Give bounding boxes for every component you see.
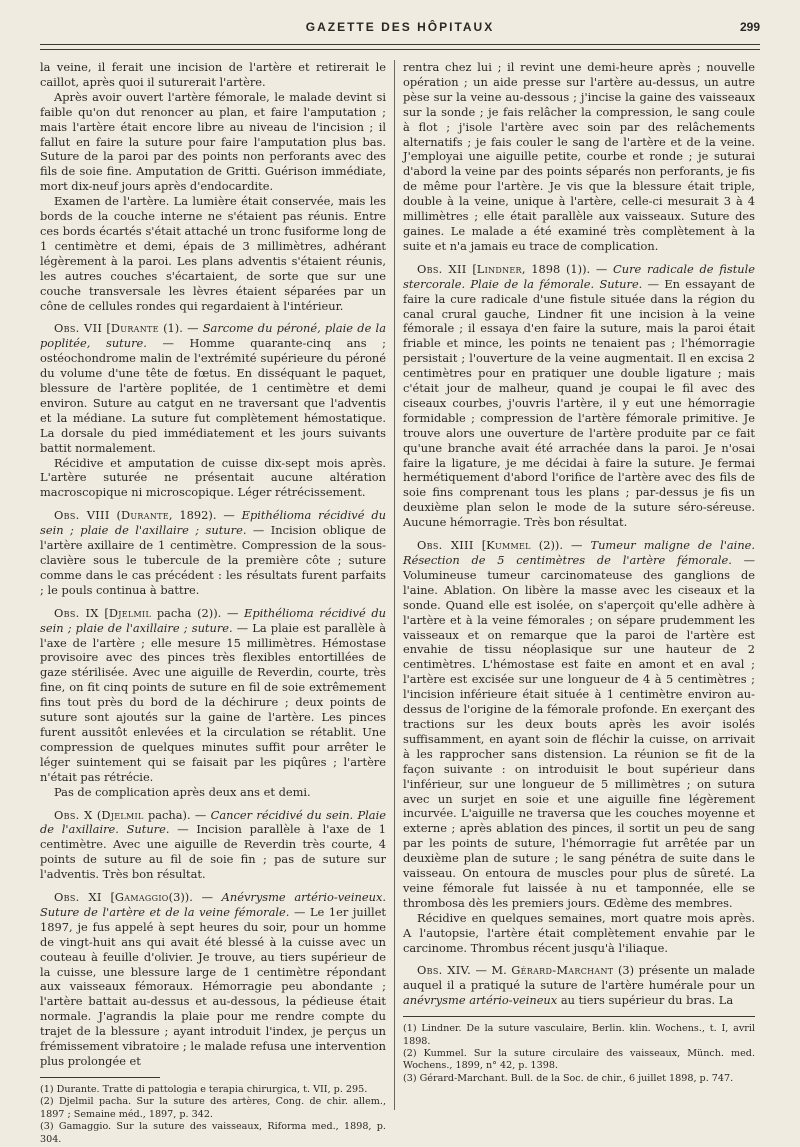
footnote: (3) Gérard-Marchant. Bull. de la Soc. de chir., 6 juillet 1898, p. 747. [403, 1072, 734, 1084]
obs-ref: (2)). [538, 538, 563, 553]
obs-label: Obs. XII [417, 261, 467, 276]
paragraph: Récidive en quelques semaines, mort quatre mois après. A l'autopsie, l'artère était complètement envahie par le carcinome. Thrombus récent jusqu'à l'iliaque. [403, 910, 755, 955]
footnote: (1) Durante. Tratte di pattologia e terapia chirurgica, t. VII, p. 295. [40, 1083, 368, 1095]
obs-author-prefix: — M. [475, 963, 507, 978]
obs-label: Obs. XI [54, 890, 102, 905]
obs-text: — La plaie est parallèle à l'axe de l'artère ; elle mesure 15 millimètres. Hémostase provisoire avec des pinces très flexibles entortillées de gaze stérilisée. Avec une aiguille de Reverdin, courte, très fine, on fit cinq points de suture en fil de soie extrêmement fins tout près du bord de la déchirure ; deux points de suture sont ajoutés sur la gaine de l'artère. Les pinces furent aussitôt enlevées et la circulation se rétablit. Une compression de quelques minutes suffit pour arrêter le léger suintement qui se faisait par les piqûres ; l'artère n'était pas rétrécie. [40, 620, 386, 784]
obs-text-end: au tiers supérieur du bras. La [560, 993, 734, 1008]
observation-9: Obs. IX [Djelmil pacha (2)). — Epithélioma récidivé du sein ; plaie de l'axillaire ; suture. — La plaie est parallèle à l'axe de l'artère ; elle mesure 15 millimètres. Hémostase provisoire avec des pinces très flexibles entortillées de gaze stérilisée. Avec une aiguille de Reverdin, courte, très fine, on fit cinq points de suture en fil de soie extrêmement fins tout près du bord de la déchirure ; deux points de suture sont ajoutés sur la gaine de l'artère. Les pinces furent aussitôt enlevées et la circulation se rétablit. Une compression de quelques minutes suffit pour arrêter le léger suintement qui se faisait par les piqûres ; l'artère n'était pas rétrécie. [40, 605, 387, 784]
right-column [403, 60, 755, 1085]
obs-text: — Volumineuse tumeur carcinomateuse des ganglions de l'aine. Ablation. On libère la masse avec les ciseaux et la sonde. Quand elle est isolée, on s'aperçoit qu'elle adhère à l'artère et à la veine fémorales ; on sépare prudemment les vaisseaux et on remarque que la paroi de l'artère est envahie de tissu néoplasique sur une hauteur de 2 centimètres. L'hémostase est faite en amont et en aval ; l'artère est excisée sur une longueur de 4 à 5 centimètres ; l'incision inférieure était située à 1 centimètre environ au-dessus de l'origine de la fémorale profonde. En exerçant des tractions sur les deux bouts après les avoir isolés suffisamment, en ayant soin de fléchir la cuisse, on arrivait à les rapprocher sans distension. La réunion se fit de la façon suivante : on introduisit le bout supérieur dans l'inférieur, sur une longueur de 5 millimètres ; on sutura avec un surjet en soie et une aiguille fine légèrement incurvée. L'aiguille ne traversa que les couches moyenne et externe ; après ablation des pinces, il sortit un peu de sang par les points de suture, l'hémorragie fut arrêtée par un deuxième plan de suture ; le sang pénétra de suite dans le vaisseau. On entoura de muscles pour plus de sûreté. La veine fémorale fut laissée à nu et tamponnée, elle se thrombosa dès les premiers jours. Œdème des membres. [403, 553, 756, 910]
page-number: 299 [739, 20, 760, 34]
obs-title: — Epithélioma récidivé du sein ; plaie de l'axillaire ; suture. [40, 605, 387, 635]
obs-author: Kummel [486, 538, 531, 553]
obs-author: Lindner [476, 261, 522, 276]
footnote-rule [403, 1016, 755, 1017]
obs-title: — Cure radicale de fistule stercorale. Plaie de la fémorale. Suture. [403, 261, 756, 291]
obs-author: Durante [110, 321, 159, 336]
obs-author: Gérard-Marchant [511, 963, 614, 978]
paragraph: Examen de l'artère. La lumière était conservée, mais les bords de la couche interne ne s'étaient pas réunis. Entre ces bords écartés s'était attaché un tronc fusiforme long de 1 centimètre et demi, épais de 3 millimètres, adhérant légèrement à la paroi. Les plans adventis s'étaient réunis, les autres couches s'écartaient, de sorte que sur une couche transversale les lèvres étaient séparées par un cône de cellules rondes qui regardaient à l'intérieur. [40, 194, 386, 313]
column-divider [394, 60, 395, 1110]
running-header [40, 18, 760, 40]
observation-12: Obs. XII [Lindner, 1898 (1)). — Cure radicale de fistule stercorale. Plaie de la fémorale. Suture. — En essayant de faire la cure radicale d'une fistule située dans la région du canal crural gauche, Lindner fit une incision à la veine fémorale ; il essaya d'en faire la suture, mais la paroi était friable et mince, les points ne tenaient pas ; l'hémorragie persistait ; l'ouverture de la veine augmentait. Il en excisa 2 centimètres pour en pratiquer une double ligature ; mais c'était jour de malheur, quand je coupai le fil avec des ciseaux courbes, j'ouvris l'artère, il y eut une hémorragie formidable ; compression de l'artère fémorale primitive. Je trouve alors une ouverture de l'artère produite par ce fait qu'une branche avait été arrachée dans la paroi. Je n'osai faire la ligature, je me décidai à faire la suture. Je fermai hermétiquement d'abord l'orifice de l'artère avec des fils de soie fins comprenant tous les plans ; par-dessus je fis un deuxième plan selon le mode de la suture séro-séreuse. Aucune hémorragie. Très bon résultat. [403, 261, 756, 530]
obs-label: Obs. XIII [417, 538, 474, 553]
obs-ref: pacha (2)). [156, 605, 222, 620]
footnote: (1) Lindner. De la suture vasculaire, Berlin. klin. Wochens., t. I, avril 1898. [403, 1023, 755, 1047]
paragraph: Pas de complication après deux ans et demi. [54, 784, 311, 799]
observation-14 [403, 963, 755, 1008]
obs-label: Obs. VIII [54, 508, 110, 523]
left-column [40, 60, 386, 1146]
obs-italic: anévrysme artério-veineux [403, 993, 558, 1008]
obs-text: — Incision oblique de l'artère axillaire de 1 centimètre. Compression de la sous-clavière sous le tubercule de la première côte ; suture comme dans le cas précédent : les résultats furent parfaits ; le pouls continua à battre. [40, 523, 386, 597]
paragraph: Après avoir ouvert l'artère fémorale, le malade devint si faible qu'on dut renoncer au plan, et faire l'amputation ; mais l'artère était encore libre au niveau de l'incision ; il fallut en faire la suture pour faire l'amputation plus bas. Suture de la paroi par des points non perforants avec des fils de soie fine. Amputation de Gritti. Guérison immédiate, mort dix-neuf jours après d'endocardite. [40, 89, 386, 194]
obs-title: — Tumeur maligne de l'aine. Résection de 5 centimètres de l'artère fémorale. [403, 538, 756, 567]
footnote: (3) Gamaggio. Sur la suture des vaisseaux, Riforma med., 1898, p. 304. [40, 1121, 386, 1145]
obs-label: Obs. VII [54, 321, 103, 336]
observation-10: Obs. X (Djelmil pacha). — Cancer récidivé du sein. Plaie de l'axillaire. Suture. — Incision parallèle à l'axe de 1 centimètre. Avec une aiguille de Reverdin très courte, 4 points de suture au fil de soie fin ; pas de suture sur l'adventis. Très bon résultat. [40, 807, 387, 882]
obs-author: Gamaggio [114, 890, 169, 905]
obs-ref: (1). [163, 321, 183, 336]
obs-ref: , 1898 (1)). [521, 261, 591, 276]
obs-title: — Sarcome du péroné, plaie de la poplitée, suture. [40, 321, 386, 351]
paragraph: la veine, il ferait une incision de l'artère et retirerait le caillot, après quoi il suturerait l'artère. [40, 60, 386, 89]
paragraph: rentra chez lui ; il revint une demi-heure après ; nouvelle opération ; un aide presse sur l'artère au-dessus, un autre pèse sur la veine au-dessous ; j'incise la gaine des vaisseaux sur la sonde ; je fais relâcher la compression, le sang coule à flot ; j'isole l'artère avec soin par des relâchements alternatifs ; je fais couler le sang de l'artère et de la veine. J'employai une aiguille petite, courbe et ronde ; je suturai d'abord la veine par des points séparés non perforants, je fis de même pour l'artère. Je vis que la blessure était triple, double à la veine, unique à l'artère, celle-ci mesurait 3 à 4 millimètres ; elle était parallèle aux vaisseaux. Suture des gaines. Le malade a été examiné très complètement à la suite et n'a jamais eu trace de complication. [403, 60, 755, 253]
obs-ref: , 1892). [168, 508, 217, 523]
obs-text: — Incision parallèle à l'axe de 1 centimètre. Avec une aiguille de Reverdin très courte, 4 points de suture au fil de soie fin ; pas de suture sur l'adventis. Très bon résultat. [40, 822, 387, 882]
obs-ref: (3)). [168, 890, 193, 905]
obs-text: — Le 1er juillet 1897, je fus appelé à sept heures du soir, pour un homme de vingt-huit ans qui avait été blessé à la cuisse avec un couteau à feuille d'olivier. Je trouve, au tiers supérieur de la cuisse, une blessure large de 1 centimètre répondant aux vaisseaux fémoraux. Hémorragie peu abondante ; l'artère battait au-dessus et au-dessous, la pédieuse était normale. J'agrandis la plaie pour me rendre compte du trajet de la blessure ; ayant introduit l'index, je perçus un frémissement vibratoire ; le malade refusa une intervention plus prolongée et [40, 904, 387, 1068]
header-rule-thin [40, 49, 760, 50]
header-rule [40, 44, 760, 45]
observation-8: Obs. VIII (Durante, 1892). — Epithélioma récidivé du sein ; plaie de l'axillaire ; suture. — Incision oblique de l'artère axillaire de 1 centimètre. Compression de la sous-clavière sous le tubercule de la première côte ; suture comme dans le cas précédent : les résultats furent parfaits ; le pouls continua à battre. [40, 508, 386, 597]
observation-7: Obs. VII [Durante (1). — Sarcome du péroné, plaie de la poplitée, suture. — Homme quarante-cinq ans ; ostéochondrome malin de l'extrémité supérieure du péroné du volume d'une tête de fœtus. En disséquant le paquet, blessure de l'artère poplitée, de 1 centimètre et demi environ. Suture au catgut en ne traversant que l'adventis et la médiane. La suture fut complètement hémostatique. La dorsale du pied immédiatement et les jours suivants battit normalement. [40, 321, 386, 455]
footnote: (2) Djelmil pacha. Sur la suture des artères, Cong. de chir. allem., 1897 ; Semaine méd., 1897, p. 342. [40, 1096, 386, 1120]
obs-author: Durante [120, 508, 169, 523]
observation-11: Obs. XI [Gamaggio(3)). — Anévrysme artério-veineux. Suture de l'artère et de la veine fémorale. — Le 1er juillet 1897, je fus appelé à sept heures du soir, pour un homme de vingt-huit ans qui avait été blessé à la cuisse avec un couteau à feuille d'olivier. Je trouve, au tiers supérieur de la cuisse, une blessure large de 1 centimètre répondant aux vaisseaux fémoraux. Hémorragie peu abondante ; l'artère battait au-dessus et au-dessous, la pédieuse était normale. J'agrandis la plaie pour me rendre compte du trajet de la blessure ; ayant introduit l'index, je perçus un frémissement vibratoire ; le malade refusa une intervention plus prolongée et [40, 890, 387, 1068]
obs-title: — Epithélioma récidivé du sein ; plaie de l'axillaire ; suture. [40, 508, 386, 538]
paragraph: Récidive et amputation de cuisse dix-sept mois après. L'artère suturée ne présentait aucune altération macroscopique ni microscopique. Léger rétrécissement. [40, 455, 386, 500]
obs-ref: pacha). [147, 807, 191, 822]
obs-title: — Anévrysme artério-veineux. Suture de l'artère et de la veine fémorale. [40, 890, 386, 919]
observation-13: Obs. XIII [Kummel (2)). — Tumeur maligne de l'aine. Résection de 5 centimètres de l'artère fémorale. — Volumineuse tumeur carcinomateuse des ganglions de l'aine. Ablation. On libère la masse avec les ciseaux et la sonde. Quand elle est isolée, on s'aperçoit qu'elle adhère à l'artère et à la veine fémorales ; on sépare prudemment les vaisseaux et on remarque que la paroi de l'artère est envahie de tissu néoplasique sur une hauteur de 2 centimètres. L'hémostase est faite en amont et en aval ; l'artère est excisée sur une longueur de 4 à 5 centimètres ; l'incision inférieure était située à 1 centimètre environ au-dessus de l'origine de la fémorale profonde. En exerçant des tractions sur les deux bouts après les avoir isolés suffisamment, en ayant soin de fléchir la cuisse, on arrivait à les rapprocher sans distension. La réunion se fit de la façon suivante : on introduisit le bout supérieur dans l'inférieur, sur une longueur de 5 millimètres ; on sutura avec un surjet en soie et une aiguille fine légèrement incurvée. L'aiguille ne traversa que les couches moyenne et externe ; après ablation des pinces, il sortit un peu de sang par les points de suture, l'hémorragie fut arrêtée par un deuxième plan de suture ; le sang pénétra de suite dans le vaisseau. On entoura de muscles pour plus de sûreté. La veine fémorale fut laissée à nu et tamponnée, elle se thrombosa dès les premiers jours. Œdème des membres. [403, 538, 756, 910]
obs-label: Obs. IX [54, 605, 99, 620]
obs-author: Djelmil [101, 807, 144, 822]
obs-label: Obs. X [54, 807, 93, 822]
footnote-rule [40, 1077, 160, 1078]
obs-author: Djelmil [108, 605, 152, 620]
obs-text: — Homme quarante-cinq ans ; ostéochondrome malin de l'extrémité supérieure du péroné du volume d'une tête de fœtus. En disséquant le paquet, blessure de l'artère poplitée, de 1 centimètre et demi environ. Suture au catgut en ne traversant que l'adventis et la médiane. La suture fut complètement hémostatique. La dorsale du pied immédiatement et les jours suivants battit normalement. [40, 336, 386, 455]
obs-title: — Cancer récidivé du sein. Plaie de l'axillaire. Suture. [40, 807, 386, 837]
obs-text: — En essayant de faire la cure radicale d'une fistule située dans la région du canal crural gauche, Lindner fit une incision à la veine fémorale ; il essaya d'en faire la suture, mais la paroi était friable et mince, les points ne tenaient pas ; l'hémorragie persistait ; l'ouverture de la veine augmentait. Il en excisa 2 centimètres pour en pratiquer une double ligature ; mais c'était jour de malheur, quand je coupai le fil avec des ciseaux courbes, j'ouvris l'artère, il y eut une hémorragie formidable ; compression de l'artère fémorale primitive. Je trouve alors une ouverture de l'artère produite par ce fait qu'une branche avait été arrachée dans la paroi. Je n'osai faire la ligature, je me décidai à faire la suture. Je fermai hermétiquement d'abord l'orifice de l'artère avec des fils de soie fins comprenant tous les plans ; par-dessus je fis un deuxième plan selon le mode de la suture séro-séreuse. Aucune hémorragie. Très bon résultat. [403, 276, 755, 530]
obs-label: Obs. XIV. [417, 963, 471, 978]
journal-title: GAZETTE DES HÔPITAUX [305, 20, 495, 34]
footnote: (2) Kummel. Sur la suture circulaire des vaisseaux, Münch. med. Wochens., 1899, n° 42, p. 1398. [403, 1048, 755, 1072]
obs-text: (3) présente un malade auquel il a pratiqué la suture de l'artère humérale pour un [403, 963, 756, 993]
